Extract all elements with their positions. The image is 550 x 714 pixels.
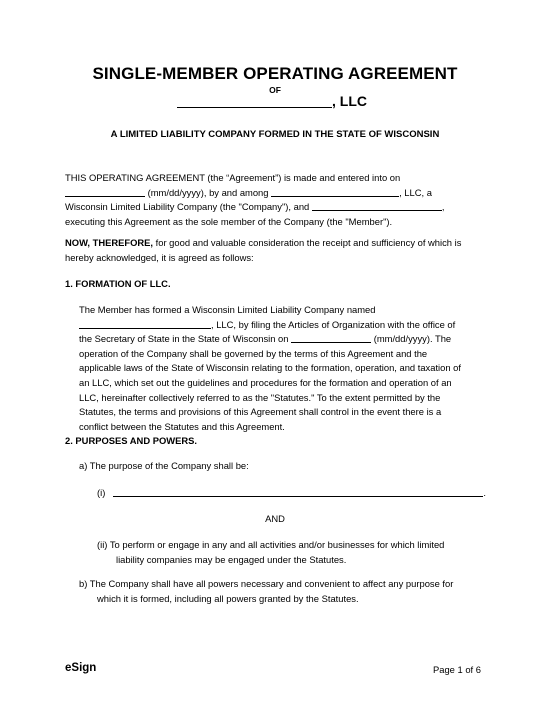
section-2-item-b: b) The Company shall have all powers necessary and convenient to affect any purpose for which it is formed, including all powers granted by the Statutes. [79, 578, 454, 604]
section-2-item-a: a) The purpose of the Company shall be: [79, 460, 249, 471]
date-blank[interactable] [65, 186, 145, 197]
company-blank[interactable] [271, 186, 399, 197]
llc-name-blank[interactable] [79, 318, 211, 329]
intro-paragraph [65, 171, 444, 229]
page-number: Page 1 of 6 [433, 664, 481, 675]
purpose-i-line: (i) . [97, 487, 486, 498]
document-title: SINGLE-MEMBER OPERATING AGREEMENT [92, 64, 458, 83]
intro-line-2: (mm/dd/yyyy), by and among , LLC, a [65, 186, 444, 201]
purpose-i-label: (i) [97, 487, 106, 498]
document-subtitle: A LIMITED LIABILITY COMPANY FORMED IN THE STATE OF WISCONSIN [110, 129, 440, 140]
section-2-heading: 2. PURPOSES AND POWERS. [65, 435, 197, 446]
esign-logo: eSign [65, 662, 97, 674]
intro-line-1: THIS OPERATING AGREEMENT (the “Agreement”) is made and entered into on [65, 172, 401, 183]
member-blank[interactable] [312, 200, 442, 211]
document-of: OF [269, 85, 281, 95]
filing-date-blank[interactable] [291, 332, 371, 343]
intro-line-3: Wisconsin Limited Liability Company (the "Company"), and , [65, 201, 445, 213]
company-name-blank[interactable] [177, 93, 332, 108]
company-name-line [177, 93, 367, 109]
now-therefore-bold: NOW, THEREFORE, [65, 237, 154, 248]
intro-line-4: executing this Agreement as the sole member of the Company (the "Member"). [65, 215, 393, 227]
now-therefore-paragraph: NOW, THEREFORE, for good and valuable consideration the receipt and sufficiency of which is hereby acknowledged, it is agreed as follows: [65, 237, 462, 263]
purpose-blank[interactable] [113, 486, 483, 497]
and-separator: AND [265, 513, 285, 524]
section-1-body: The Member has formed a Wisconsin Limited Liability Company named , LLC, by filing the Articles of Organization with the office of the Secretary of State in the State of Wisconsin on (mm/dd/yyyy). The operation of the Company shall be governed by the terms of this Agreement and the applicable laws of the State of Wisconsin relating to the formation, operation, and taxation of an LLC, which set out the guidelines and procedures for the formation and operation of an LLC, hereinafter collectively referred to as the "Statutes." To the extent permitted by the Statutes, the terms and provisions of this Agreement shall control in the event there is a conflict between the Statutes and this Agreement. [79, 304, 461, 432]
purpose-ii: (ii) To perform or engage in any and all activities and/or businesses for which limited liability companies may be engaged under the Statutes. [97, 539, 445, 565]
section-1-heading: 1. FORMATION OF LLC. [65, 278, 171, 289]
llc-suffix: , LLC [332, 93, 367, 109]
